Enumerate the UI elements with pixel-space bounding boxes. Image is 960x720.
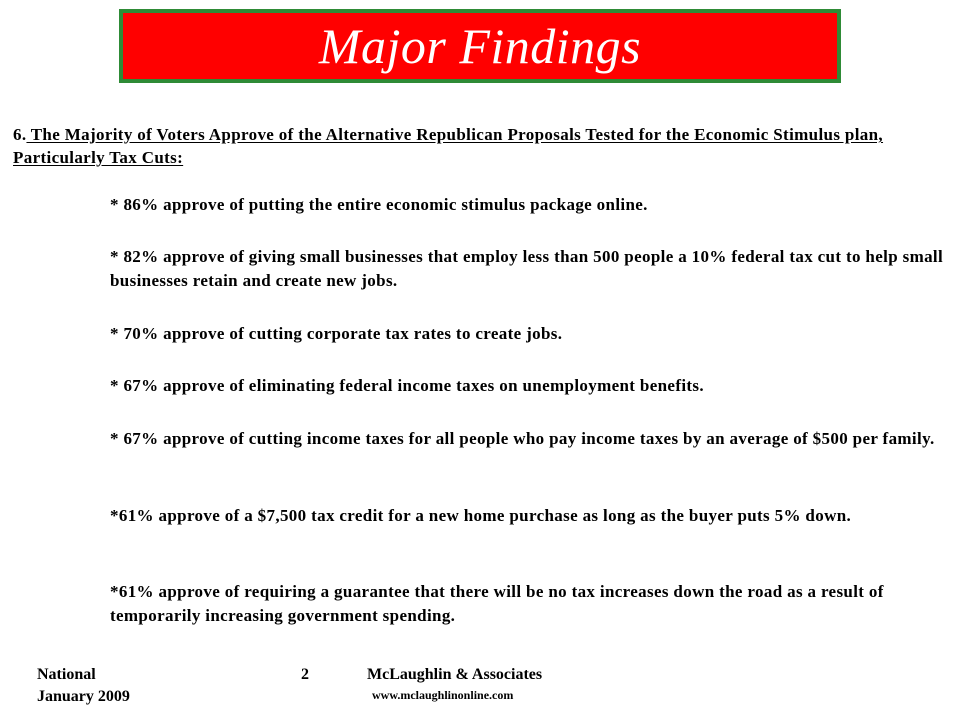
slide-title: Major Findings	[318, 18, 642, 74]
heading-number: 6.	[13, 125, 27, 144]
footer-company: McLaughlin & Associates	[367, 666, 543, 683]
finding-item-2: * 82% approve of giving small businesses that employ less than 500 people a 10% federal tax cut to help small businesses retain and create new jobs.	[110, 247, 944, 290]
footer-page-number: 2	[301, 666, 309, 683]
finding-item-1: * 86% approve of putting the entire economic stimulus package online.	[110, 195, 648, 214]
title-banner	[119, 9, 841, 83]
heading-text: The Majority of Voters Approve of the Alternative Republican Proposals Tested for the Economic Stimulus plan, Particularly Tax Cuts:	[13, 125, 884, 167]
footer-survey: National	[37, 666, 96, 683]
finding-heading	[13, 123, 943, 169]
footer-date: January 2009	[37, 688, 130, 705]
finding-item-3: * 70% approve of cutting corporate tax rates to create jobs.	[110, 324, 563, 343]
footer-website: www.mclaughlinonline.com	[372, 688, 514, 702]
finding-item-6: *61% approve of a $7,500 tax credit for a new home purchase as long as the buyer puts 5% down.	[110, 506, 852, 525]
finding-item-4: * 67% approve of eliminating federal income taxes on unemployment benefits.	[110, 376, 704, 395]
finding-item-7: *61% approve of requiring a guarantee that there will be no tax increases down the road as a result of temporarily increasing government spending.	[110, 582, 884, 625]
finding-item-5: * 67% approve of cutting income taxes for all people who pay income taxes by an average of $500 per family.	[110, 429, 935, 448]
